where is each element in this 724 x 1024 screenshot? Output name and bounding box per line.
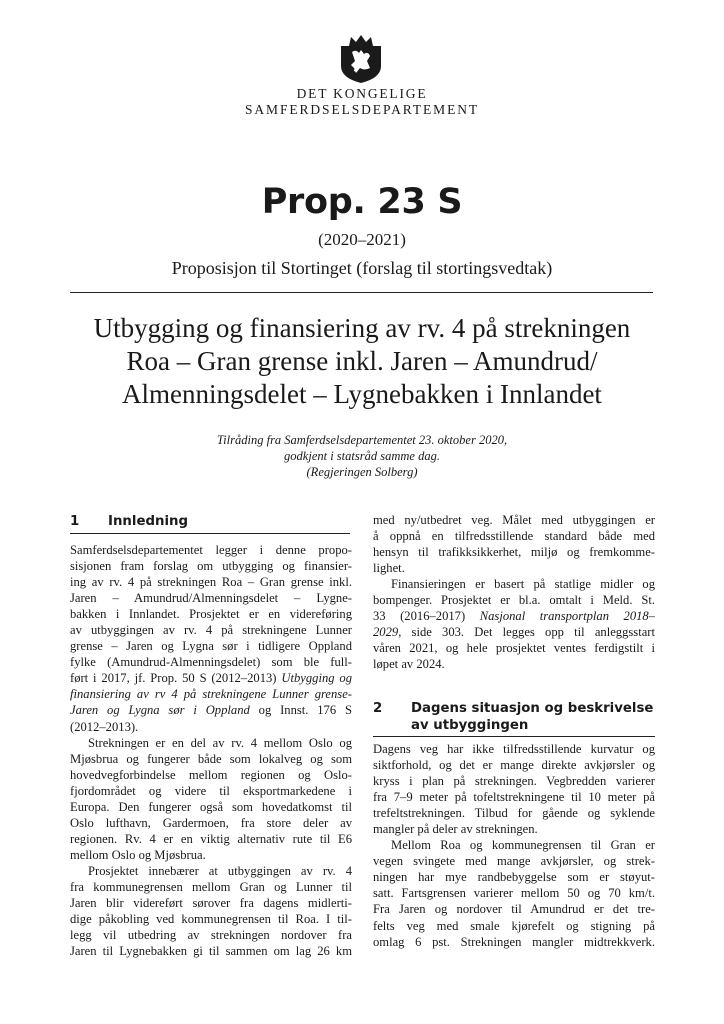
section-2-heading [373,700,655,734]
left-column-text [70,542,352,959]
text-line: siktforhold, og det er mange direkte avkjørsler og [373,758,655,773]
text-line: dige påkobling ved kommunegrensen til Roa. I til- [70,912,352,927]
section-1-heading [70,513,350,531]
document-title [60,312,664,411]
text-line: Europa. Den fungerer også som hovedatkomst til [70,799,352,814]
department-name-line1: DET KONGELIGE [296,86,428,101]
text-line: med ny/utbedret veg. Målet med utbyggingen er [373,513,655,527]
text-line: fra kommunegrensen mellom Gran og Lunner til [70,879,352,894]
text-line: Oslo lufthavn, Gardermoen, fra store deler av [70,815,352,830]
text-line: felts veg med smale kjørefelt og stigning på [373,918,655,933]
approval-line: (Regjeringen Solberg) [306,465,418,479]
text-line: grense – Jaren og Lygna sør i tidligere Oppland [70,639,352,654]
text-line: Prosjektet innebærer at utbyggingen av rv. 4 [88,863,352,878]
text-line: ing av rv. 4 på strekningen Roa – Gran grense inkl. [70,575,352,590]
section-2-rule [373,736,655,737]
text-line: sisjonen fram forslag om utbygging og finansier- [70,559,352,574]
right-column-text-section-2 [373,741,655,950]
proposition-number: Prop. 23 S [261,182,463,222]
text-line: trefeltstrekningen. Tilbud for gående og syklende [373,806,655,821]
text-line: regionen. Rv. 4 er en viktig alternativ rute til E6 [70,831,352,846]
text-line: Samferdselsdepartementet legger i denne propo- [70,543,352,557]
section-number: 1 [70,514,80,529]
title-line: Utbygging og finansiering av rv. 4 på strekningen [93,313,631,343]
approval-note [0,432,724,480]
department-name-line2: SAMFERDSELSDEPARTEMENT [244,102,480,117]
title-line: Roa – Gran grense inkl. Jaren – Amundrud/ [126,346,598,376]
text-line: mangler på deler av strekningen. [373,822,538,837]
section-number: 2 [373,701,383,716]
text-line: løpet av 2024. [373,657,445,672]
text-line: våren 2021, og hele prosjektet ventes ferdigstilt i [373,641,655,656]
title-line: Almenningsdelet – Lygnebakken i Innlandet [122,379,602,409]
text-line: mellom Oslo og Mjøsbrua. [70,847,206,862]
text-line: (2012–2013). [70,719,139,734]
text-line: bakken i Innlandet. Prosjektet er en videreføring [70,607,352,622]
text-line: fylke (Amundrud-Almenningsdelet) som ble full- [70,655,352,670]
section-title: Dagens situasjon og beskrivelse av utbyggingen [411,701,654,733]
text-line: Jaren og Lygna sør i Oppland og Innst. 176 S [70,703,352,718]
text-line: finansiering av rv 4 på strekningene Lunner grense- [70,687,352,702]
text-line: hovedvegforbindelse mellom regionen og Oslo- [70,767,352,782]
approval-line: godkjent i statsråd samme dag. [284,449,440,463]
text-line: Strekningen er en del av rv. 4 mellom Oslo og [88,735,352,750]
text-line: Jaren blir videreført sørover fra dagens midlerti- [70,896,352,911]
text-line: vegen svingete med mange avkjørsler, og strek- [373,854,655,869]
text-line: 33 (2016–2017) Nasjonal transportplan 2018– [373,609,655,624]
text-line: bompenger. Prosjektet er bl.a. omtalt i Meld. St. [373,593,655,608]
text-line: omlag 6 pst. Strekningen mangler midtrekkverk. [373,934,655,949]
text-line: kryss i plan på strekningen. Vegbredden varierer [373,774,655,789]
text-line: Finansieringen er basert på statlige midler og [391,577,655,592]
session-years: (2020–2021) [318,230,406,249]
text-line: Mjøsbrua og fungerer både som lokalveg og som [70,751,352,766]
text-line: fra 7–9 meter på tofeltstrekningene til 10 meter på [373,790,655,805]
section-1-rule [70,533,350,534]
text-line: ført i 2017, jf. Prop. 50 S (2012–2013) Utbygging og [70,671,352,686]
approval-line: Tilråding fra Samferdselsdepartementet 23. oktober 2020, [216,433,508,447]
text-line: lighet. [373,561,405,576]
section-title: Innledning [108,514,188,529]
right-column-text [373,512,655,672]
text-line: ningen har mye randbebyggelse som er støyut- [373,870,655,885]
text-line: hensyn til trafikksikkerhet, miljø og fremkomme- [373,545,655,560]
text-line: av utbyggingen av rv. 4 på strekningene Lunner [70,623,352,638]
text-line: Fra Jaren og nordover til Amundrud er det tre- [373,902,655,917]
text-line: 2029, side 303. Det legges opp til anleggsstart [373,625,655,640]
text-line: fjordområdet og videre til eksportmarkedene i [70,783,352,798]
text-line: Jaren – Amundrud/Almenningsdelet – Lygne- [70,591,352,606]
text-line: Dagens veg har ikke tilfredsstillende kurvatur og [373,742,655,756]
text-line: Mellom Roa og kommunegrensen til Gran er [391,838,655,853]
text-line: å oppnå en tilfredsstillende standard både med [373,529,655,544]
text-line: legg vil utbedring av strekningen nordover fra [70,928,352,943]
text-line: satt. Fartsgrensen varierer mellom 50 og 70 km/t. [373,886,655,901]
title-divider [70,292,653,293]
coat-of-arms-logo [337,34,385,84]
text-line: Jaren til Lygnebakken gi til sammen om lag 26 km [70,944,352,959]
proposition-subtitle: Proposisjon til Stortinget (forslag til stortingsvedtak) [171,258,553,278]
